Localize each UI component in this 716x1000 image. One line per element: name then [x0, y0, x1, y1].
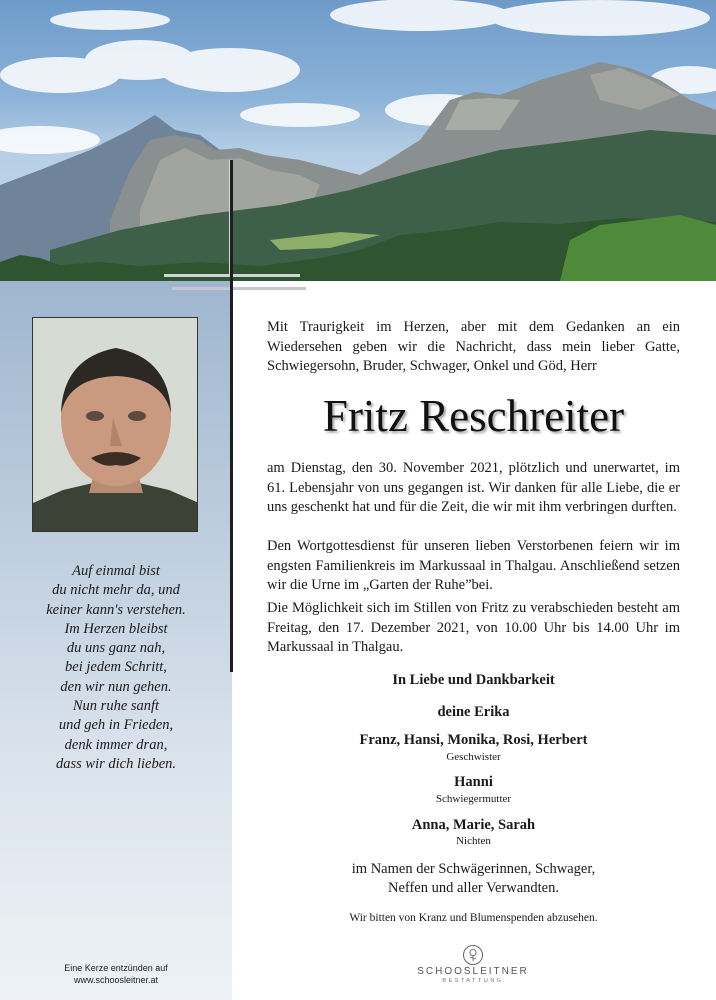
mourners-heading: In Liebe und Dankbarkeit: [392, 672, 555, 688]
service-paragraph: Den Wortgottesdienst für unseren lieben Verstorbenen feiern wir im engsten Familienkreis im Markussaal in Thalgau. Anschließend setzen wir die Urne im „Garten der Ruhe”bei.: [267, 538, 680, 593]
farewell-paragraph: Die Möglichkeit sich im Stillen von Fritz zu verabschieden besteht am Freitag, den 17. Dezember 2021, von 10.00 Uhr bis 14.00 Uhr im Markussaal in Thalgau.: [267, 600, 680, 655]
mountain-landscape: [0, 0, 716, 281]
mourner-wife: deine Erika: [437, 704, 510, 720]
poem-line: du uns ganz nah,: [66, 640, 166, 657]
candle-note: [0, 962, 232, 986]
closing-line: im Namen der Schwägerinnen, Schwager,: [351, 861, 596, 877]
mourner-group-relation: Nichten: [456, 835, 491, 847]
intro-text: Mit Traurigkeit im Herzen, aber mit dem Gedanken an ein Wiedersehen geben wir die Nachricht, dass mein lieber Gatte, Schwiegersohn, Bruder, Schwager, Onkel und Göd, Herr: [267, 319, 680, 374]
flowers-note: Wir bitten von Kranz und Blumenspenden abzusehen.: [349, 912, 598, 924]
mourner-group-relation: Geschwister: [446, 751, 501, 763]
header-landscape-image: [0, 0, 716, 281]
poem-line: Auf einmal bist: [72, 563, 160, 579]
mourner-group-names: Franz, Hansi, Monika, Rosi, Herbert: [359, 732, 588, 748]
poem-line: keiner kann's verstehen.: [46, 601, 186, 618]
rose-logo-icon: [462, 944, 484, 966]
poem-line: den wir nun gehen.: [60, 678, 172, 695]
logo-name: SCHOOSLEITNER: [417, 966, 529, 977]
poem-line: Nun ruhe sanft: [72, 698, 160, 715]
poem-line: bei jedem Schritt,: [65, 659, 167, 676]
mourner-group-names: Anna, Marie, Sarah: [411, 817, 536, 833]
deceased-name: Fritz Reschreiter: [322, 391, 625, 441]
portrait-photo: [32, 317, 198, 532]
candle-text: Eine Kerze entzünden auf: [64, 963, 168, 973]
mourner-group-names: Hanni: [454, 774, 493, 790]
cross-horizontal-bar-shadow: [172, 287, 306, 290]
poem-line: denk immer dran,: [64, 736, 168, 753]
portrait-illustration: [33, 318, 198, 532]
poem-line: dass wir dich lieben.: [55, 755, 177, 772]
poem: [0, 562, 232, 774]
candle-link[interactable]: www.schoosleitner.at: [73, 975, 159, 985]
death-notice-paragraph: am Dienstag, den 30. November 2021, plötzlich und unerwartet, im 61. Lebensjahr von uns gegangen ist. Wir danken für alle Liebe, die er uns geschenkt hat und für die Zeit, die wir mit ihm verbringen durften.: [267, 460, 680, 515]
mourner-group-relation: Schwiegermutter: [435, 793, 512, 805]
closing-line: Neffen und aller Verwandten.: [388, 880, 559, 896]
poem-line: du nicht mehr da, und: [52, 582, 180, 599]
logo-subtitle: BESTATTUNG: [442, 978, 504, 984]
poem-line: und geh in Frieden,: [58, 717, 174, 734]
poem-line: Im Herzen bleibst: [64, 620, 168, 637]
